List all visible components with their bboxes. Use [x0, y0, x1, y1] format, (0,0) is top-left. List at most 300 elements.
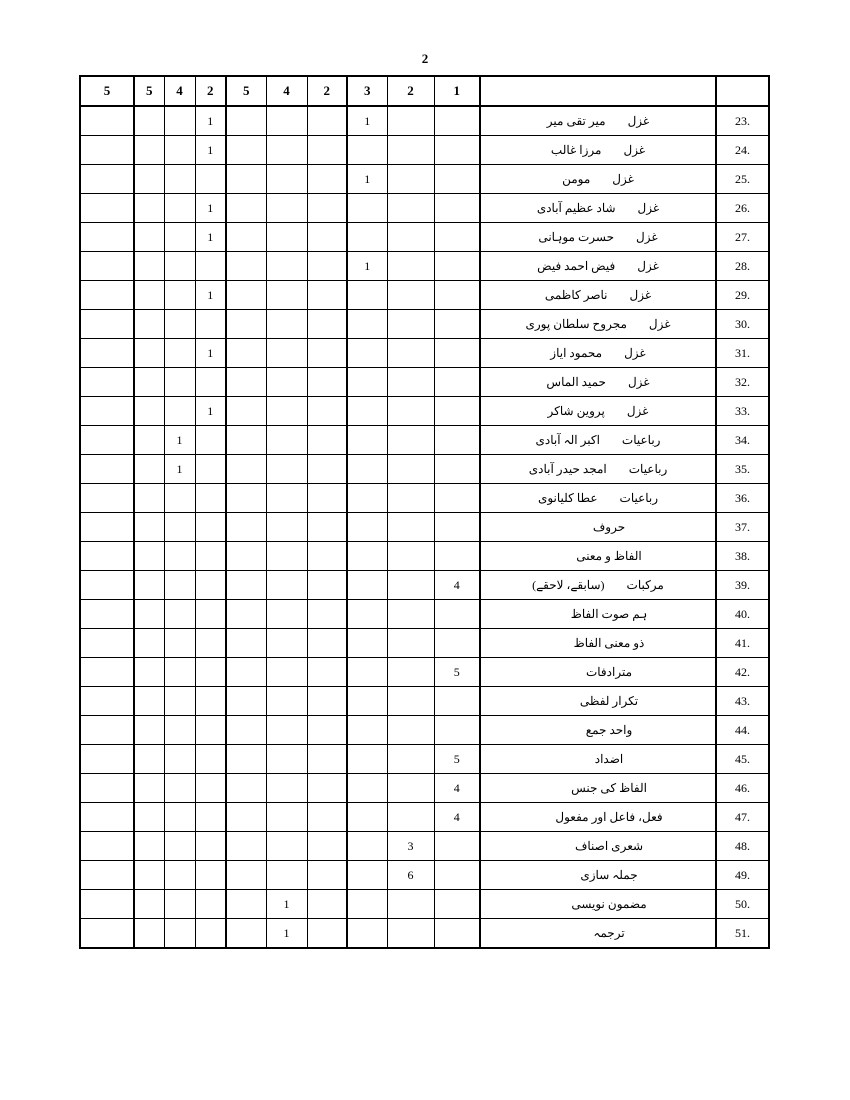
topic-cell	[480, 426, 716, 455]
mark-cell	[307, 774, 347, 803]
mark-cell	[347, 310, 387, 339]
mark-cell	[80, 745, 134, 774]
mark-cell	[195, 426, 226, 455]
topic-author: مجروح سلطان پوری	[525, 316, 627, 331]
mark-cell	[134, 165, 164, 194]
row-number: 24.	[716, 136, 769, 165]
mark-cell	[164, 803, 195, 832]
mark-cell	[347, 774, 387, 803]
topic-cell	[480, 745, 716, 774]
topic-cell	[480, 455, 716, 484]
topic-cell	[480, 861, 716, 890]
mark-cell	[226, 571, 266, 600]
mark-cell	[307, 223, 347, 252]
topic-author: مومن	[562, 171, 591, 186]
mark-cell	[134, 600, 164, 629]
row-number: 27.	[716, 223, 769, 252]
header-cell: 4	[266, 76, 307, 106]
mark-cell	[307, 629, 347, 658]
mark-cell	[266, 832, 307, 861]
mark-cell	[307, 310, 347, 339]
mark-cell	[226, 542, 266, 571]
mark-cell	[434, 106, 480, 136]
mark-cell	[134, 136, 164, 165]
mark-cell	[195, 629, 226, 658]
mark-cell	[266, 774, 307, 803]
row-number: 39.	[716, 571, 769, 600]
mark-cell	[164, 542, 195, 571]
topic-genre: غزل	[637, 200, 660, 215]
mark-cell: 1	[195, 106, 226, 136]
mark-cell	[226, 426, 266, 455]
topic-cell	[480, 716, 716, 745]
mark-cell	[266, 600, 307, 629]
topic-genre: غزل	[624, 345, 646, 360]
topic-cell	[480, 890, 716, 919]
mark-cell	[434, 397, 480, 426]
mark-cell: 1	[347, 106, 387, 136]
mark-cell	[80, 919, 134, 949]
table-row	[80, 919, 769, 949]
table-row	[80, 281, 769, 310]
mark-cell: 5	[434, 658, 480, 687]
mark-cell	[347, 890, 387, 919]
topic-cell	[480, 136, 716, 165]
row-number: 40.	[716, 600, 769, 629]
mark-cell: 4	[434, 774, 480, 803]
mark-cell	[434, 890, 480, 919]
mark-cell	[347, 513, 387, 542]
mark-cell	[347, 629, 387, 658]
mark-cell	[164, 774, 195, 803]
topic-cell	[480, 919, 716, 949]
mark-cell	[164, 368, 195, 397]
mark-cell	[226, 368, 266, 397]
header-cell: 5	[226, 76, 266, 106]
table-row	[80, 600, 769, 629]
mark-cell	[134, 745, 164, 774]
mark-cell	[307, 687, 347, 716]
mark-cell	[134, 629, 164, 658]
mark-cell	[80, 484, 134, 513]
mark-cell	[266, 484, 307, 513]
mark-cell	[134, 281, 164, 310]
topic-cell	[480, 310, 716, 339]
mark-cell	[307, 716, 347, 745]
mark-cell	[434, 861, 480, 890]
mark-cell	[195, 658, 226, 687]
topic-genre: اضداد	[594, 751, 624, 766]
mark-cell	[266, 136, 307, 165]
mark-cell	[80, 803, 134, 832]
mark-cell	[226, 774, 266, 803]
mark-cell	[387, 571, 434, 600]
row-number: 49.	[716, 861, 769, 890]
mark-cell	[307, 455, 347, 484]
topic-genre: جملہ سازی	[580, 867, 638, 882]
mark-cell	[164, 513, 195, 542]
topic-cell	[480, 397, 716, 426]
mark-cell	[266, 165, 307, 194]
mark-cell	[347, 542, 387, 571]
mark-cell	[226, 861, 266, 890]
row-number: 30.	[716, 310, 769, 339]
mark-cell	[164, 861, 195, 890]
mark-cell	[347, 281, 387, 310]
mark-cell	[347, 600, 387, 629]
topic-cell	[480, 542, 716, 571]
mark-cell	[266, 513, 307, 542]
topic-cell	[480, 339, 716, 368]
mark-cell	[387, 542, 434, 571]
mark-cell	[80, 542, 134, 571]
mark-cell	[347, 745, 387, 774]
mark-cell	[226, 658, 266, 687]
mark-cell	[164, 600, 195, 629]
mark-cell	[195, 310, 226, 339]
mark-cell	[387, 281, 434, 310]
topic-genre: غزل	[627, 374, 650, 389]
mark-cell: 1	[195, 339, 226, 368]
mark-cell	[387, 629, 434, 658]
mark-cell	[347, 223, 387, 252]
topic-cell	[480, 484, 716, 513]
mark-cell	[226, 194, 266, 223]
mark-cell	[387, 397, 434, 426]
mark-cell	[80, 600, 134, 629]
row-number: 33.	[716, 397, 769, 426]
table-row	[80, 426, 769, 455]
mark-cell	[434, 310, 480, 339]
mark-cell	[80, 687, 134, 716]
mark-cell	[387, 368, 434, 397]
mark-cell	[434, 919, 480, 949]
topic-author: محمود ایاز	[550, 345, 603, 360]
mark-cell	[347, 397, 387, 426]
topic-genre: رباعیات	[628, 461, 668, 476]
mark-cell	[266, 571, 307, 600]
mark-cell	[195, 745, 226, 774]
mark-cell	[347, 484, 387, 513]
table-row	[80, 513, 769, 542]
mark-cell	[134, 919, 164, 949]
row-number: 42.	[716, 658, 769, 687]
mark-cell	[434, 513, 480, 542]
mark-cell	[387, 890, 434, 919]
mark-cell	[134, 803, 164, 832]
mark-cell	[80, 716, 134, 745]
topic-genre: رباعیات	[619, 490, 659, 505]
row-number: 41.	[716, 629, 769, 658]
mark-cell: 1	[164, 426, 195, 455]
mark-cell	[164, 484, 195, 513]
header-cell: 2	[195, 76, 226, 106]
mark-cell	[266, 223, 307, 252]
table-row	[80, 223, 769, 252]
mark-cell	[266, 542, 307, 571]
mark-cell	[347, 426, 387, 455]
mark-cell	[434, 484, 480, 513]
mark-cell	[434, 542, 480, 571]
table-header-row	[80, 76, 769, 106]
mark-cell	[307, 890, 347, 919]
mark-cell	[80, 861, 134, 890]
topic-cell	[480, 774, 716, 803]
mark-cell	[307, 919, 347, 949]
mark-cell	[134, 310, 164, 339]
mark-cell	[266, 368, 307, 397]
mark-cell	[195, 571, 226, 600]
table-row	[80, 658, 769, 687]
mark-cell	[226, 716, 266, 745]
mark-cell	[266, 397, 307, 426]
mark-cell	[307, 513, 347, 542]
mark-cell	[266, 106, 307, 136]
topic-author: شاد عظیم آبادی	[536, 200, 616, 215]
mark-cell	[307, 571, 347, 600]
mark-cell: 4	[434, 803, 480, 832]
mark-cell	[387, 513, 434, 542]
mark-cell	[164, 165, 195, 194]
mark-cell	[347, 687, 387, 716]
mark-cell	[164, 339, 195, 368]
mark-cell	[434, 165, 480, 194]
mark-cell	[164, 136, 195, 165]
mark-cell	[307, 339, 347, 368]
mark-cell	[134, 223, 164, 252]
mark-cell	[195, 919, 226, 949]
row-number: 32.	[716, 368, 769, 397]
mark-cell	[307, 106, 347, 136]
mark-cell	[195, 252, 226, 281]
header-cell: 2	[307, 76, 347, 106]
mark-cell	[387, 310, 434, 339]
mark-cell	[226, 484, 266, 513]
mark-cell	[347, 136, 387, 165]
mark-cell	[226, 165, 266, 194]
mark-cell	[307, 658, 347, 687]
mark-cell	[164, 281, 195, 310]
topic-genre: غزل	[612, 171, 634, 186]
mark-cell	[134, 252, 164, 281]
topic-author: پروین شاکر	[547, 403, 605, 418]
mark-cell	[434, 223, 480, 252]
mark-cell	[80, 629, 134, 658]
header-cell	[480, 76, 716, 106]
mark-cell: 1	[195, 194, 226, 223]
mark-cell	[266, 861, 307, 890]
row-number: 25.	[716, 165, 769, 194]
mark-cell	[387, 600, 434, 629]
topic-cell	[480, 803, 716, 832]
topic-genre: ذو معنی الفاظ	[573, 635, 645, 650]
table-row	[80, 136, 769, 165]
mark-cell	[307, 281, 347, 310]
mark-cell	[195, 832, 226, 861]
mark-cell	[134, 397, 164, 426]
mark-cell	[80, 281, 134, 310]
mark-cell	[226, 252, 266, 281]
mark-cell: 1	[347, 252, 387, 281]
mark-cell	[164, 310, 195, 339]
mark-cell	[266, 310, 307, 339]
mark-cell	[80, 252, 134, 281]
mark-cell	[134, 890, 164, 919]
mark-cell	[434, 716, 480, 745]
mark-cell	[307, 368, 347, 397]
mark-cell	[347, 832, 387, 861]
mark-cell	[307, 832, 347, 861]
mark-cell	[266, 426, 307, 455]
row-number: 37.	[716, 513, 769, 542]
mark-cell	[134, 106, 164, 136]
mark-cell	[307, 861, 347, 890]
mark-cell	[434, 600, 480, 629]
mark-cell: 1	[195, 136, 226, 165]
topic-author: فیض احمد فیض	[537, 258, 616, 273]
mark-cell	[134, 484, 164, 513]
mark-cell	[164, 106, 195, 136]
topic-author: میر تقی میر	[546, 113, 606, 128]
row-number: 46.	[716, 774, 769, 803]
mark-cell	[195, 803, 226, 832]
mark-cell	[434, 136, 480, 165]
mark-cell	[387, 252, 434, 281]
mark-cell	[164, 687, 195, 716]
marks-table	[79, 75, 770, 949]
table-row	[80, 542, 769, 571]
mark-cell	[387, 339, 434, 368]
mark-cell	[307, 745, 347, 774]
mark-cell	[164, 745, 195, 774]
mark-cell	[80, 832, 134, 861]
topic-author: مرزا غالب	[550, 142, 602, 157]
mark-cell	[266, 658, 307, 687]
table-row	[80, 455, 769, 484]
topic-cell	[480, 687, 716, 716]
row-number: 26.	[716, 194, 769, 223]
table-row	[80, 861, 769, 890]
mark-cell	[195, 455, 226, 484]
mark-cell	[195, 861, 226, 890]
mark-cell	[134, 716, 164, 745]
topic-cell	[480, 658, 716, 687]
mark-cell	[226, 600, 266, 629]
mark-cell	[307, 803, 347, 832]
mark-cell	[195, 368, 226, 397]
topic-genre: تکرار لفظی	[579, 693, 639, 708]
table-row	[80, 252, 769, 281]
mark-cell	[347, 571, 387, 600]
mark-cell	[134, 861, 164, 890]
mark-cell	[387, 106, 434, 136]
row-number: 45.	[716, 745, 769, 774]
row-number: 29.	[716, 281, 769, 310]
topic-author: (سابقے، لاحقے)	[532, 577, 605, 592]
mark-cell	[266, 803, 307, 832]
mark-cell: 1	[164, 455, 195, 484]
row-number: 51.	[716, 919, 769, 949]
topic-cell	[480, 106, 716, 136]
table-row	[80, 716, 769, 745]
header-cell: 1	[434, 76, 480, 106]
mark-cell	[387, 658, 434, 687]
mark-cell	[134, 832, 164, 861]
mark-cell: 1	[266, 890, 307, 919]
row-number: 44.	[716, 716, 769, 745]
mark-cell	[134, 455, 164, 484]
topic-genre: غزل	[626, 403, 649, 418]
topic-genre: حروف	[592, 519, 626, 534]
mark-cell	[266, 339, 307, 368]
mark-cell	[226, 832, 266, 861]
mark-cell: 1	[195, 281, 226, 310]
mark-cell: 1	[195, 223, 226, 252]
mark-cell	[266, 629, 307, 658]
mark-cell	[347, 658, 387, 687]
mark-cell	[80, 774, 134, 803]
mark-cell	[307, 600, 347, 629]
table-row	[80, 774, 769, 803]
mark-cell	[307, 252, 347, 281]
mark-cell	[347, 194, 387, 223]
mark-cell	[164, 629, 195, 658]
mark-cell	[226, 397, 266, 426]
row-number: 48.	[716, 832, 769, 861]
topic-genre: الفاظ و معنی	[576, 548, 642, 563]
topic-genre: غزل	[637, 258, 659, 273]
mark-cell	[434, 194, 480, 223]
mark-cell	[226, 106, 266, 136]
mark-cell	[434, 629, 480, 658]
topic-genre: غزل	[636, 229, 658, 244]
header-cell: 3	[347, 76, 387, 106]
mark-cell	[164, 252, 195, 281]
mark-cell	[307, 542, 347, 571]
mark-cell	[266, 252, 307, 281]
mark-cell	[195, 716, 226, 745]
table-row	[80, 803, 769, 832]
table-row	[80, 165, 769, 194]
topic-genre: غزل	[627, 113, 650, 128]
topic-cell	[480, 368, 716, 397]
topic-genre: مترادفات	[585, 664, 633, 679]
mark-cell	[387, 455, 434, 484]
mark-cell	[347, 455, 387, 484]
mark-cell	[307, 397, 347, 426]
row-number: 47.	[716, 803, 769, 832]
mark-cell	[80, 426, 134, 455]
topic-cell	[480, 600, 716, 629]
header-cell: 5	[80, 76, 134, 106]
row-number: 43.	[716, 687, 769, 716]
mark-cell	[387, 803, 434, 832]
mark-cell	[80, 571, 134, 600]
topic-author: ناصر کاظمی	[544, 287, 608, 302]
mark-cell	[307, 194, 347, 223]
table-row	[80, 890, 769, 919]
mark-cell	[266, 281, 307, 310]
mark-cell	[266, 455, 307, 484]
row-number: 38.	[716, 542, 769, 571]
row-number: 31.	[716, 339, 769, 368]
page-number: 2	[421, 51, 429, 66]
topic-genre: مرکبات	[626, 577, 664, 592]
row-number: 34.	[716, 426, 769, 455]
mark-cell: 1	[266, 919, 307, 949]
topic-genre: الفاظ کی جنس	[571, 780, 647, 795]
mark-cell	[164, 658, 195, 687]
